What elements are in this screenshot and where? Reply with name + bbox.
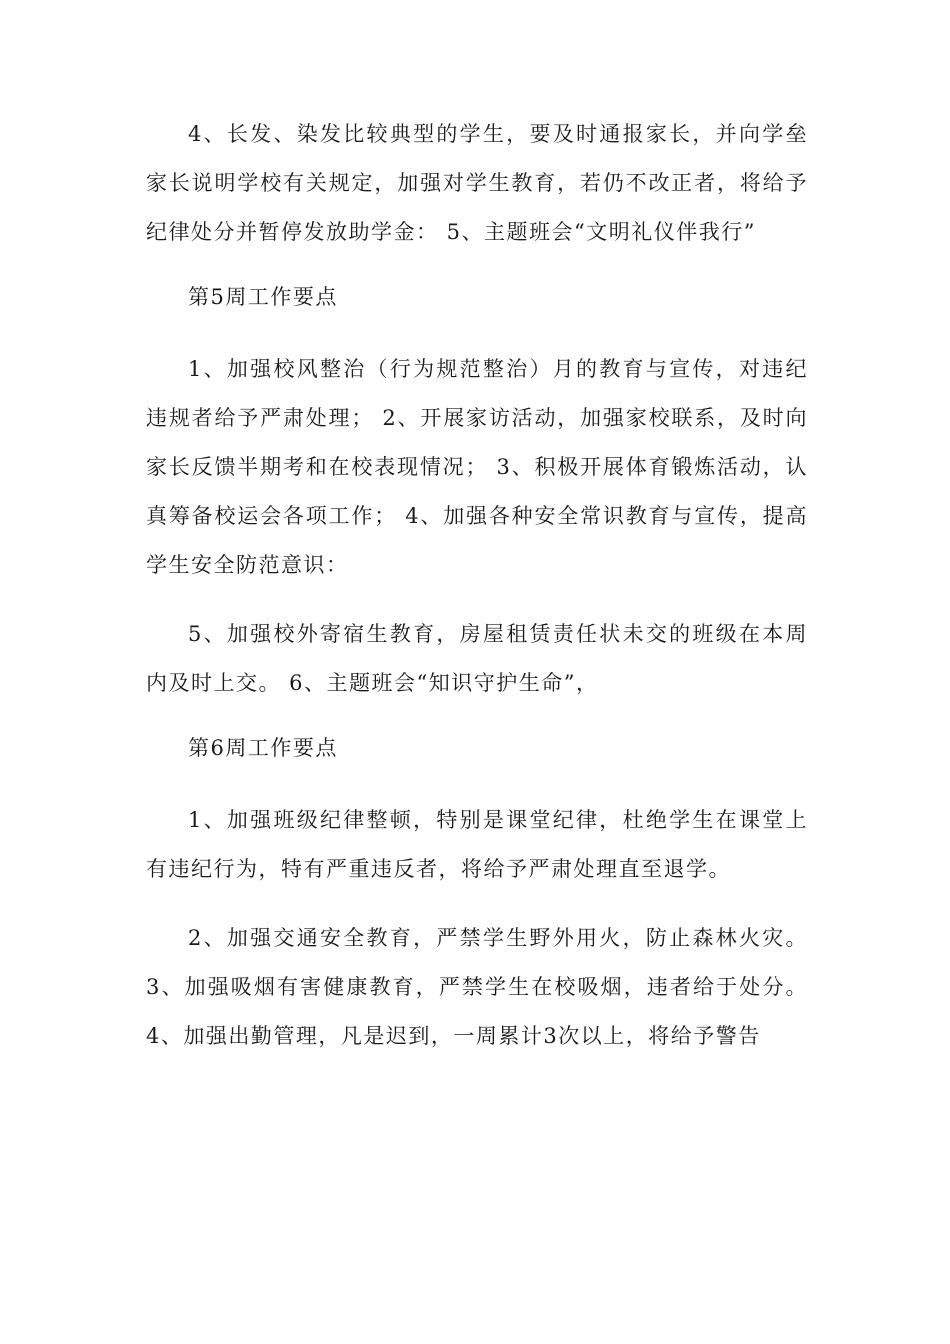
paragraph-week-5-items-5-6: 5、加强校外寄宿生教育，房屋租赁责任状未交的班级在本周内及时上交。 6、主题班会“知识守护生命”， xyxy=(146,622,808,695)
paragraph-week-6-items-2-4: 2、加强交通安全教育，严禁学生野外用火，防止森林火灾。3、加强吸烟有害健康教育，严禁学生在校吸烟，违者给于处分。4、加强出勤管理，凡是迟到，一周累计3次以上，将给予警告 xyxy=(146,926,808,1048)
document-page xyxy=(146,110,808,1061)
paragraph-week-5-items-1-4: 1、加强校风整治（行为规范整治）月的教育与宣传，对违纪违规者给予严肃处理； 2、开展家访活动，加强家校联系，及时向家长反馈半期考和在校表现情况； 3、积极开展体育锻炼活动，认真筹备校运会各项工作； 4、加强各种安全常识教育与宣传，提高学生安全防范意识： xyxy=(146,357,808,577)
section-heading-week-5: 第5周工作要点 xyxy=(188,285,338,309)
paragraph-week-6-item-1: 1、加强班级纪律整顿，特别是课堂纪律，杜绝学生在课堂上有违纪行为，特有严重违反者，将给予严肃处理直至退学。 xyxy=(146,808,808,881)
section-heading-week-6: 第6周工作要点 xyxy=(188,736,338,760)
paragraph-item-4-hair: 4、长发、染发比较典型的学生，要及时通报家长，并向学垒家长说明学校有关规定，加强对学生教育，若仍不改正者，将给予纪律处分并暂停发放助学金： 5、主题班会“文明礼仪伴我行” xyxy=(146,122,808,244)
